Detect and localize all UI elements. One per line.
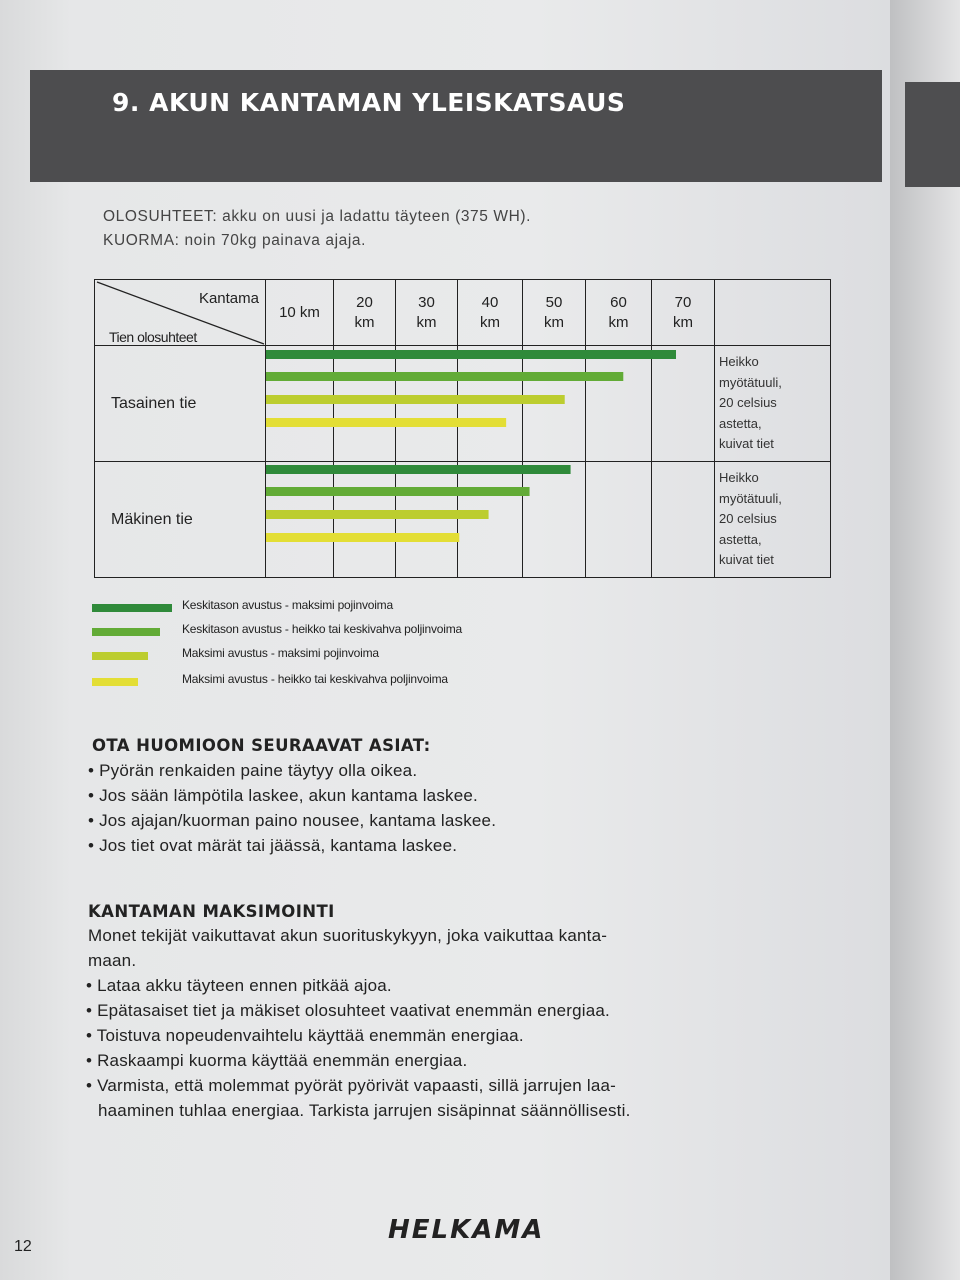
row-label-hilly: Mäkinen tie bbox=[95, 462, 266, 578]
legend-swatch bbox=[92, 652, 148, 660]
row-note-hilly: Heikko myötätuuli, 20 celsius astetta, kuivat tiet bbox=[715, 462, 831, 578]
notice-item: • Jos sään lämpötila laskee, akun kantama laskee. bbox=[88, 786, 478, 805]
conditions-line: OLOSUHTEET: akku on uusi ja ladattu täyteen (375 WH). bbox=[103, 208, 532, 225]
brand-logo: HELKAMA bbox=[388, 1215, 545, 1245]
row-note-flat: Heikko myötätuuli, 20 celsius astetta, kuivat tiet bbox=[715, 346, 831, 462]
section-header-band bbox=[30, 70, 882, 182]
legend-label: Keskitason avustus - maksimi pojinvoima bbox=[182, 598, 393, 612]
col-header-10: 10 km bbox=[266, 280, 334, 346]
section-title: 9. AKUN KANTAMAN YLEISKATSAUS bbox=[112, 88, 626, 117]
col-header-60: 60 km bbox=[586, 280, 652, 346]
corner-range-label: Kantama bbox=[198, 290, 259, 307]
col-header-40: 40 km bbox=[458, 280, 523, 346]
next-page-header-band bbox=[905, 82, 960, 187]
legend-label: Maksimi avustus - heikko tai keskivahva poljinvoima bbox=[182, 672, 448, 686]
col-header-notes bbox=[715, 280, 831, 346]
range-table bbox=[94, 279, 831, 578]
maximize-item: • Lataa akku täyteen ennen pitkää ajoa. bbox=[86, 976, 392, 995]
legend-item bbox=[92, 598, 512, 618]
legend-swatch bbox=[92, 678, 138, 686]
notice-item: • Jos tiet ovat märät tai jäässä, kantama laskee. bbox=[88, 836, 458, 855]
legend-label: Maksimi avustus - maksimi pojinvoima bbox=[182, 646, 379, 660]
notice-heading: OTA HUOMIOON SEURAAVAT ASIAT: bbox=[92, 736, 431, 755]
notice-item: • Pyörän renkaiden paine täytyy olla oikea. bbox=[88, 761, 418, 780]
legend-item bbox=[92, 622, 512, 642]
maximize-item: • Raskaampi kuorma käyttää enemmän energiaa. bbox=[86, 1051, 468, 1070]
page-number: 12 bbox=[14, 1238, 32, 1255]
maximize-item: • Toistuva nopeudenvaihtelu käyttää enemmän energiaa. bbox=[86, 1026, 524, 1045]
maximize-item: • Epätasaiset tiet ja mäkiset olosuhteet vaativat enemmän energiaa. bbox=[86, 1001, 610, 1020]
table-corner-cell bbox=[95, 280, 266, 346]
legend-item bbox=[92, 646, 512, 666]
maximize-item: • Varmista, että molemmat pyörät pyörivät vapaasti, sillä jarrujen laa- bbox=[86, 1076, 617, 1095]
col-header-50: 50 km bbox=[523, 280, 586, 346]
maximize-heading: KANTAMAN MAKSIMOINTI bbox=[88, 902, 335, 921]
corner-road-label: Tien olosuhteet bbox=[109, 329, 197, 345]
maximize-intro: Monet tekijät vaikuttavat akun suorituskykyyn, joka vaikuttaa kanta- bbox=[88, 926, 608, 945]
col-header-20: 20 km bbox=[334, 280, 396, 346]
legend-swatch bbox=[92, 628, 160, 636]
col-header-30: 30 km bbox=[396, 280, 458, 346]
legend-label: Keskitason avustus - heikko tai keskivahva poljinvoima bbox=[182, 622, 463, 636]
legend-item bbox=[92, 672, 512, 692]
maximize-item-cont: haaminen tuhlaa energiaa. Tarkista jarrujen sisäpinnat säännöllisesti. bbox=[98, 1101, 631, 1120]
load-line: KUORMA: noin 70kg painava ajaja. bbox=[103, 232, 367, 249]
col-header-70: 70 km bbox=[652, 280, 715, 346]
next-page-edge bbox=[890, 0, 960, 1280]
notice-item: • Jos ajajan/kuorman paino nousee, kantama laskee. bbox=[88, 811, 497, 830]
maximize-intro-cont: maan. bbox=[88, 951, 137, 970]
legend-swatch bbox=[92, 604, 172, 612]
row-label-flat: Tasainen tie bbox=[95, 346, 266, 462]
